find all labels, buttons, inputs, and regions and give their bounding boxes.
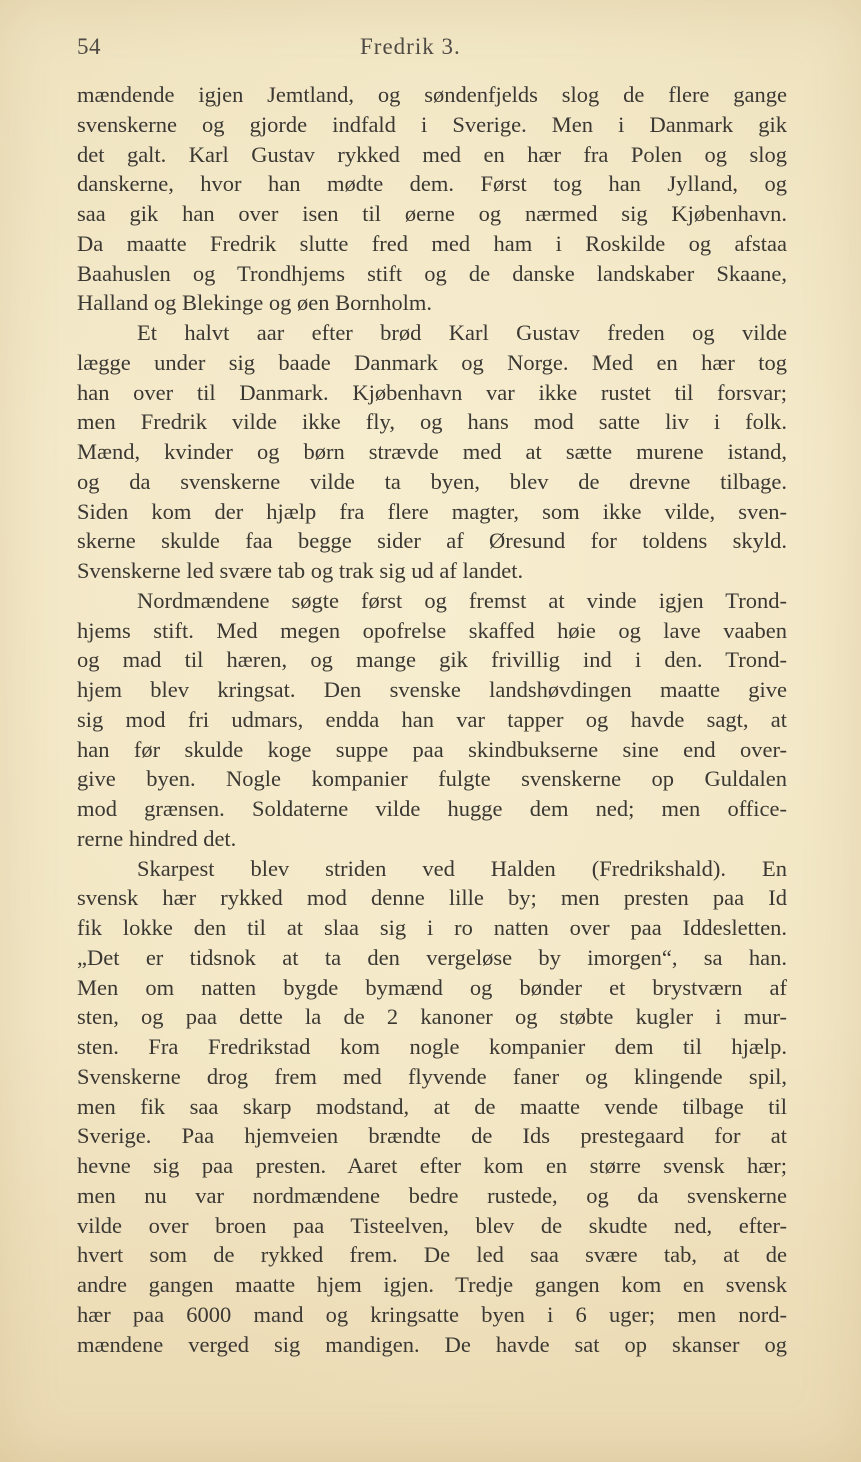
text-line: og da svenskerne vilde ta byen, blev de drevne tilbage.	[77, 468, 787, 494]
running-title: Fredrik 3.	[360, 34, 461, 59]
text-line: Men om natten bygde bymænd og bønder et brystværn af	[77, 974, 787, 1000]
text-line: han før skulde koge suppe paa skindbukserne sine end over-	[77, 736, 787, 762]
text-line: skerne skulde faa begge sider af Øresund for toldens skyld.	[77, 528, 787, 554]
text-line: Mænd, kvinder og børn strævde med at sætte murene istand,	[77, 439, 787, 464]
text-line: mændende igjen Jemtland, og søndenfjelds slog de flere gange	[77, 82, 787, 107]
text-line: saa gik han over isen til øerne og nærmed sig Kjøbenhavn.	[77, 201, 787, 226]
text-line: han over til Danmark. Kjøbenhavn var ikke rustet til forsvar;	[77, 379, 787, 405]
text-line: „Det er tidsnok at ta den vergeløse by imorgen“, sa han.	[77, 944, 787, 970]
text-line: danskerne, hvor han mødte dem. Først tog han Jylland, og	[77, 171, 787, 197]
text-line: svensk hær rykked mod denne lille by; men presten paa Id	[77, 885, 787, 911]
text-line: Da maatte Fredrik slutte fred med ham i Roskilde og afstaa	[77, 230, 787, 256]
text-line: hjems stift. Med megen opofrelse skaffed høie og lave vaaben	[77, 617, 787, 643]
paragraph	[77, 854, 787, 1360]
text-line: andre gangen maatte hjem igjen. Tredje gangen kom en svensk	[77, 1272, 787, 1297]
text-line: give byen. Nogle kompanier fulgte svenskerne op Guldalen	[77, 766, 787, 792]
text-line: Svenskerne drog frem med flyvende faner og klingende spil,	[77, 1063, 787, 1089]
body-text	[77, 80, 787, 1359]
text-line: sig mod fri udmars, endda han var tapper og havde sagt, at	[77, 706, 787, 732]
text-line: Sverige. Paa hjemveien brændte de Ids prestegaard for at	[77, 1123, 787, 1149]
text-line: lægge under sig baade Danmark og Norge. Med en hær tog	[77, 349, 787, 375]
running-header	[77, 34, 784, 66]
text-line: hevne sig paa presten. Aaret efter kom en større svensk hær;	[77, 1153, 787, 1178]
page-number: 54	[77, 34, 101, 59]
text-line: hær paa 6000 mand og kringsatte byen i 6 uger; men nord-	[77, 1301, 787, 1327]
text-line: Baahuslen og Trondhjems stift og de danske landskaber Skaane,	[77, 260, 787, 286]
text-line: hvert som de rykked frem. De led saa svære tab, at de	[77, 1242, 787, 1268]
text-line: Svenskerne led svære tab og trak sig ud af landet.	[77, 558, 524, 583]
text-line: sten. Fra Fredrikstad kom nogle kompanier dem til hjælp.	[77, 1034, 787, 1059]
text-line: sten, og paa dette la de 2 kanoner og støbte kugler i mur-	[77, 1004, 787, 1030]
paragraph	[77, 318, 787, 586]
text-line: men Fredrik vilde ikke fly, og hans mod satte liv i folk.	[77, 409, 787, 435]
text-line: Siden kom der hjælp fra flere magter, som ikke vilde, sven-	[77, 498, 787, 524]
text-line: Et halvt aar efter brød Karl Gustav freden og vilde	[137, 320, 787, 345]
paragraph	[77, 586, 787, 854]
text-line: mod grænsen. Soldaterne vilde hugge dem ned; men office-	[77, 796, 787, 821]
text-line: vilde over broen paa Tisteelven, blev de skudte ned, efter-	[77, 1212, 787, 1238]
text-line: Nordmændene søgte først og fremst at vinde igjen Trond-	[137, 587, 787, 613]
text-line: Skarpest blev striden ved Halden (Fredrikshald). En	[137, 855, 787, 881]
text-line: svenskerne og gjorde indfald i Sverige. Men i Danmark gik	[77, 111, 787, 137]
text-line: det galt. Karl Gustav rykked med en hær fra Polen og slog	[77, 141, 787, 167]
text-line: mændene verged sig mandigen. De havde sat op skanser og	[77, 1331, 787, 1357]
text-line: men nu var nordmændene bedre rustede, og da svenskerne	[77, 1182, 787, 1208]
text-line: og mad til hæren, og mange gik frivillig ind i den. Trond-	[77, 647, 787, 673]
text-line: Halland og Blekinge og øen Bornholm.	[77, 290, 432, 316]
text-line: hjem blev kringsat. Den svenske landshøvdingen maatte give	[77, 677, 787, 702]
paragraph	[77, 80, 787, 318]
text-line: men fik saa skarp modstand, at de maatte vende tilbage til	[77, 1093, 787, 1119]
text-line: fik lokke den til at slaa sig i ro natten over paa Iddesletten.	[77, 915, 787, 940]
text-line: rerne hindred det.	[77, 825, 237, 851]
